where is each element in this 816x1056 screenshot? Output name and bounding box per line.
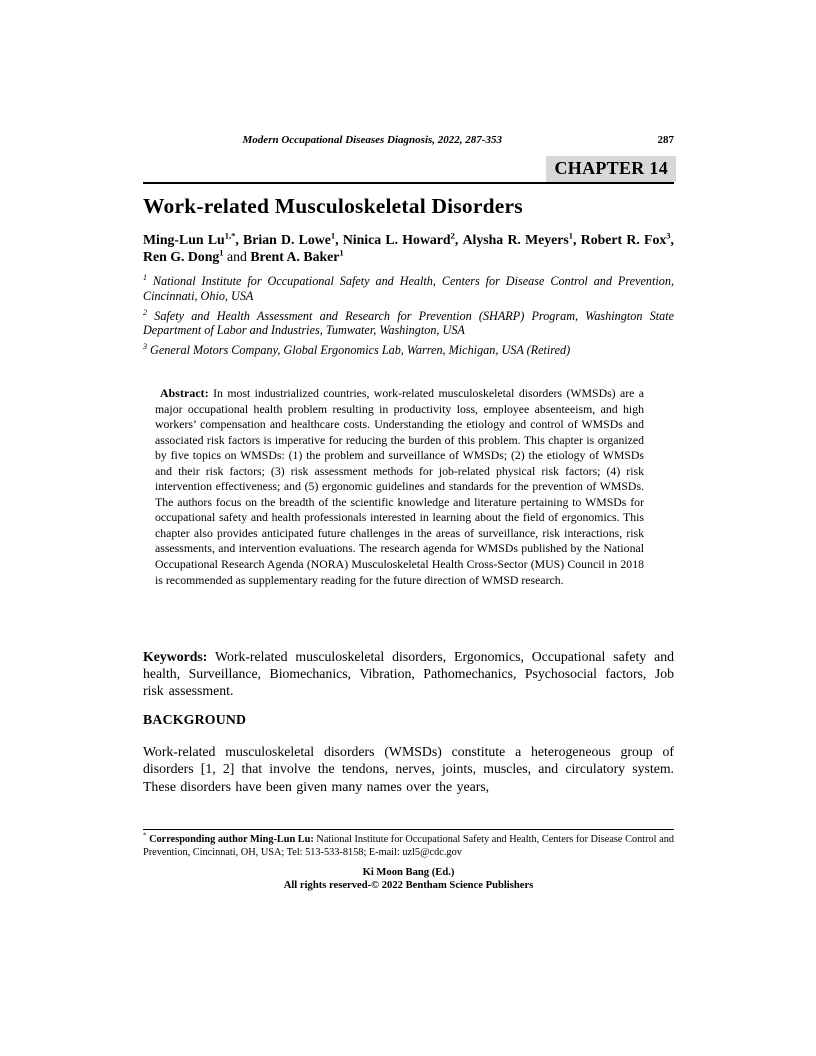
keywords — [143, 648, 674, 700]
author-affiliation-marker: 2 — [450, 230, 455, 241]
author-name: Brent A. Baker$^1$ — [250, 246, 344, 264]
author-affiliation-marker: 1 — [219, 246, 224, 257]
author-separator: , — [670, 232, 674, 247]
author-separator: , — [573, 232, 581, 247]
affiliation: $^3$ General Motors Company, Global Ergonomics Lab, Warren, Michigan, USA (Retired) — [143, 342, 571, 358]
author-list — [143, 232, 674, 265]
author-affiliation-marker: 1,* — [224, 230, 236, 241]
footnote-text: National Institute for Occupational Safety and Health, Centers for Disease Control and Prevention, Cincinnati, OH, USA; Tel: 513-533-8158; E-mail: uzl5@cdc.gov — [143, 834, 674, 858]
chapter-title: Work-related Musculoskeletal Disorders — [143, 194, 523, 218]
section-heading-background: BACKGROUND — [143, 712, 247, 727]
author-name: Ren G. Dong$^1$ — [143, 246, 224, 264]
abstract — [155, 386, 644, 588]
page-number: 287 — [657, 134, 674, 146]
author-separator: , — [335, 232, 343, 247]
author-name: Brian D. Lowe$^1$ — [243, 230, 336, 247]
author-name: Alysha R. Meyers$^1$ — [462, 230, 574, 247]
affiliation-marker: 2 — [143, 307, 147, 317]
body-paragraph: Work-related musculoskeletal disorders (WMSDs) constitute a heterogeneous group of disorders [1, 2] that involve the tendons, nerves, joints, muscles, and circulatory system. These disorders have been given many names over the years, — [143, 744, 674, 794]
publisher-imprint — [143, 866, 674, 892]
author-separator: , — [235, 232, 244, 247]
author-affiliation-marker: 3 — [666, 230, 671, 241]
affiliation-list — [143, 274, 674, 363]
affiliation: $^1$ National Institute for Occupational Safety and Health, Centers for Disease Control and Prevention, Cincinnati, Ohio, USA — [143, 272, 674, 303]
running-header-journal: Modern Occupational Diseases Diagnosis, 2022, 287-353 — [242, 134, 502, 146]
running-header — [143, 134, 674, 146]
author-affiliation-marker: 1 — [339, 246, 344, 257]
author-name: Robert R. Fox$^3$ — [580, 230, 671, 247]
rights-line: All rights reserved-© 2022 Bentham Science Publishers — [283, 880, 534, 892]
corresponding-author-footnote — [143, 829, 674, 860]
footnote-bold-label: Corresponding author Ming-Lun Lu: — [146, 834, 314, 845]
footnote-marker: * — [143, 831, 147, 840]
editor-line: Ki Moon Bang (Ed.) — [362, 867, 455, 878]
keywords-text: Work-related musculoskeletal disorders, Ergonomics, Occupational safety and health, Surveillance, Biomechanics, Vibration, Pathomechanics, Psychosocial factors, Job risk assessment. — [143, 649, 674, 699]
affiliation-marker: 3 — [143, 342, 147, 352]
author-affiliation-marker: 1 — [568, 230, 574, 241]
chapter-banner: CHAPTER 14 — [546, 156, 676, 182]
author-name: Ming-Lun $Lu^{1,*}$ — [143, 230, 236, 247]
author-separator: , — [454, 232, 463, 247]
abstract-text: In most industrialized countries, work-related musculoskeletal disorders (WMSDs) are a major occupational health problem resulting in productivity loss, employee absenteeism, and high workers’ compensation and healthcare costs. Understanding the etiology and control of WMSDs and associated risk factors is imperative for reducing the burden of this problem. This chapter is organized by five topics on WMSDs: (1) the problem and surveillance of WMSDs; (2) the etiology of WMSDs and their risk factors; (3) risk assessment methods for job-related physical risk factors; (4) risk intervention effectiveness; and (5) ergonomic guidelines and standards for the prevention of WMSDs. The authors focus on the breadth of the scientific knowledge and literature pertaining to WMSDs for occupational safety and health professionals interested in learning about the field of ergonomics. This chapter also provides anticipated future challenges in the areas of surveillance, risk interactions, risk assessments, and intervention evaluations. The research agenda for WMSDs published by the National Occupational Research Agenda (NORA) Musculoskeletal Health Cross-Sector (MUS) Council in 2018 is recommended as supplementary reading for the future direction of WMSD research. — [155, 386, 644, 587]
author-connector: and — [223, 248, 251, 264]
abstract-label: Abstract: — [160, 386, 209, 400]
chapter-banner-rule — [143, 156, 674, 184]
author-affiliation-marker: 1 — [330, 230, 336, 241]
author-name: Ninica L. Howard$^2$ — [342, 230, 455, 247]
keywords-label: Keywords: — [143, 649, 208, 664]
affiliation-marker: 1 — [143, 272, 147, 282]
affiliation: $^2$ Safety and Health Assessment and Research for Prevention (SHARP) Program, Washington State Department of Labor and Industries, Tumwater, Washington, USA — [143, 307, 674, 338]
